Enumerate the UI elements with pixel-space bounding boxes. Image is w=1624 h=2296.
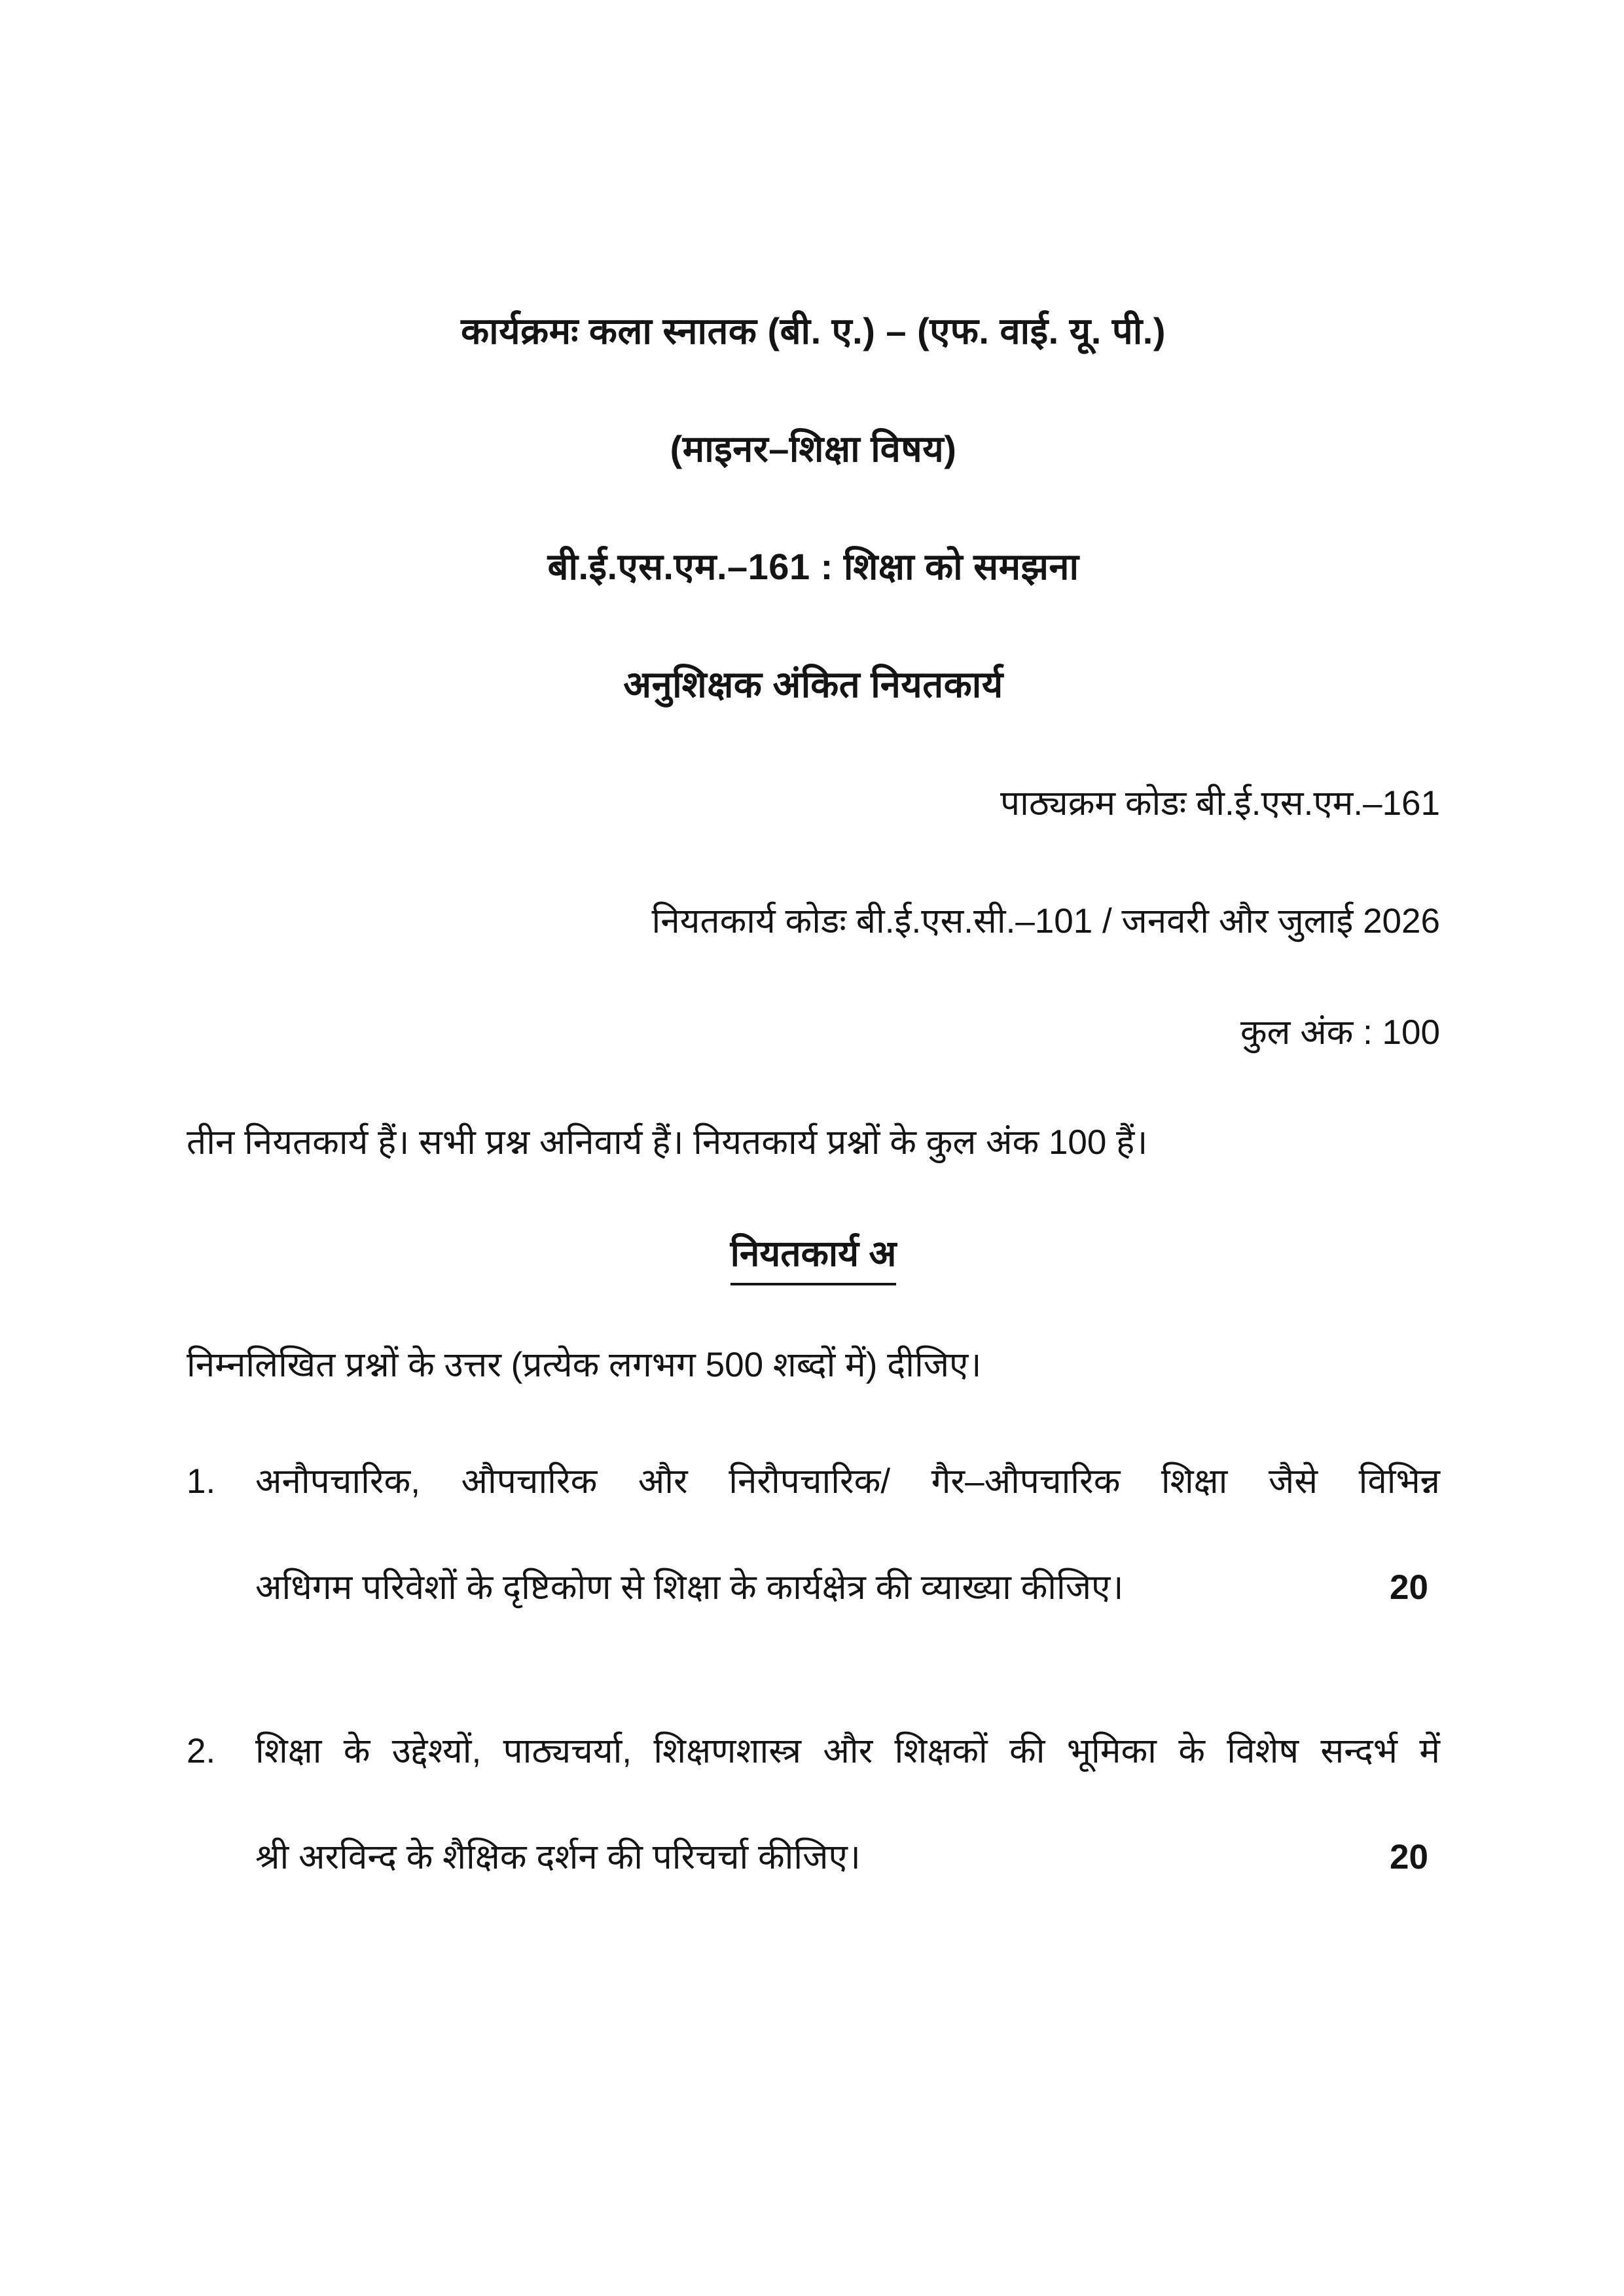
question-1-text-part-1: अनौपचारिक, औपचारिक और निरौपचारिक/ गैर–औपचारिक शिक्षा जैसे विभिन्न <box>255 1462 1440 1501</box>
programme-title: कार्यक्रमः कला स्नातक (बी. ए.) – (एफ. वाई. यू. पी.) <box>461 310 1166 351</box>
course-title: बी.ई.एस.एम.–161 : शिक्षा को समझना <box>547 546 1079 587</box>
assignment-code: नियतकार्य कोडः बी.ई.एस.सी.–101 / जनवरी और जुलाई 2026 <box>651 902 1440 941</box>
section-a-heading-text: नियतकार्य अ <box>731 1229 897 1285</box>
question-2-text-part-1: शिक्षा के उद्देश्यों, पाठ्यचर्या, शिक्षणशास्त्र और शिक्षकों की भूमिका के विशेष सन्दर्भ में <box>255 1732 1440 1770</box>
general-instructions: तीन नियतकार्य हैं। सभी प्रश्न अनिवार्य हैं। नियतकार्य प्रश्नों के कुल अंक 100 हैं। <box>187 1123 1148 1162</box>
minor-subject-subtitle: (माइनर–शिक्षा विषय) <box>670 428 957 469</box>
question-2-number: 2. <box>187 1732 216 1770</box>
section-a-intro: निम्नलिखित प्रश्नों के उत्तर (प्रत्येक लगभग 500 शब्दों में) दीजिए। <box>187 1346 982 1384</box>
question-2-marks: 20 <box>1390 1838 1428 1876</box>
question-1-number: 1. <box>187 1462 216 1501</box>
assignment-type-title: अनुशिक्षक अंकित नियतकार्य <box>623 664 1003 705</box>
question-1-line-2 <box>187 1564 1440 1611</box>
total-marks: कुल अंक : 100 <box>1240 1013 1440 1052</box>
course-code: पाठ्यक्रम कोडः बी.ई.एस.एम.–161 <box>1000 784 1440 823</box>
question-1-line-1 <box>187 1458 1440 1505</box>
question-2-line-1 <box>187 1728 1440 1775</box>
question-1-text-part-2: अधिगम परिवेशों के दृष्टिकोण से शिक्षा के कार्यक्षेत्र की व्याख्या कीजिए। <box>255 1568 1124 1607</box>
question-2-text-part-2: श्री अरविन्द के शैक्षिक दर्शन की परिचर्चा कीजिए। <box>255 1838 861 1876</box>
question-1-marks: 20 <box>1390 1568 1428 1607</box>
section-a-heading <box>187 1229 1440 1285</box>
question-2-line-2 <box>187 1834 1440 1881</box>
